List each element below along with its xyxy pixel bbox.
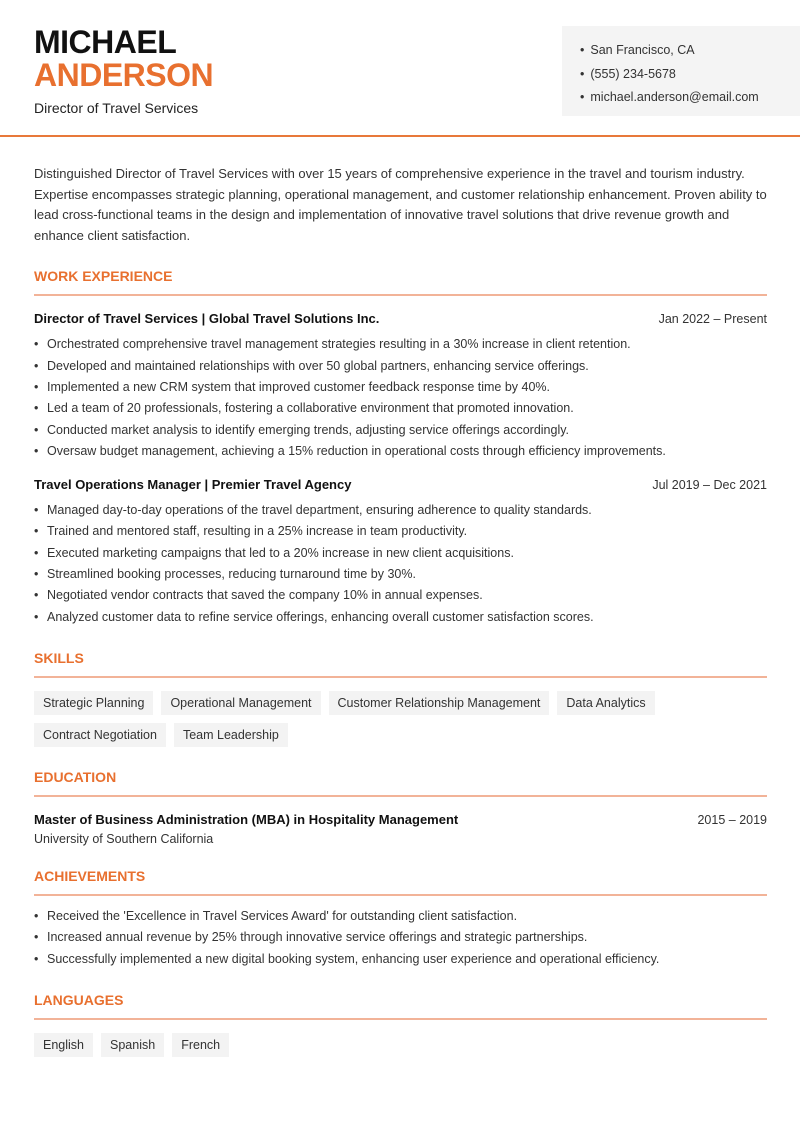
job-entry [34,310,767,462]
job-header [34,476,767,494]
section-heading-languages: LANGUAGES [34,992,767,1020]
language-tag: Spanish [101,1033,164,1057]
achievement-item: • Increased annual revenue by 25% through innovative service offerings and strategic partnerships. [34,927,767,948]
bullet-item: • Analyzed customer data to refine service offerings, enhancing overall customer satisfaction scores. [34,607,767,628]
skill-tag: Team Leadership [174,723,288,747]
skill-tag: Contract Negotiation [34,723,166,747]
skill-tag: Operational Management [161,691,320,715]
job-entry [34,476,767,628]
section-heading-work: WORK EXPERIENCE [34,268,767,296]
skill-tag: Customer Relationship Management [329,691,550,715]
bullet-item: • Conducted market analysis to identify emerging trends, adjusting service offerings accordingly. [34,420,767,441]
language-tag: French [172,1033,229,1057]
skill-tag: Data Analytics [557,691,654,715]
section-heading-education: EDUCATION [34,769,767,797]
bullet-item: • Implemented a new CRM system that improved customer feedback response time by 40%. [34,377,767,398]
section-heading-skills: SKILLS [34,650,767,678]
bullet-item: • Negotiated vendor contracts that saved the company 10% in annual expenses. [34,585,767,606]
resume-header [0,0,800,137]
bullet-item: • Led a team of 20 professionals, fostering a collaborative environment that promoted innovation. [34,398,767,419]
bullet-item: • Executed marketing campaigns that led to a 20% increase in new client acquisitions. [34,543,767,564]
bullet-item: • Oversaw budget management, achieving a 15% reduction in operational costs through efficiency improvements. [34,441,767,462]
job-date: Jul 2019 – Dec 2021 [652,478,767,493]
job-bullets [34,500,767,628]
section-heading-achievements: ACHIEVEMENTS [34,868,767,896]
job-title: Director of Travel Services [34,100,199,116]
bullet-item: • Developed and maintained relationships with over 50 global partners, enhancing service offerings. [34,356,767,377]
contact-location: • San Francisco, CA [580,39,800,63]
skill-tag: Strategic Planning [34,691,153,715]
bullet-item: • Orchestrated comprehensive travel management strategies resulting in a 30% increase in client retention. [34,334,767,355]
job-position: Director of Travel Services | Global Travel Solutions Inc. [34,311,380,327]
achievement-item: • Successfully implemented a new digital booking system, enhancing user experience and operational efficiency. [34,949,767,970]
skills-list [34,691,767,747]
school: University of Southern California [34,831,214,846]
contact-box [562,26,800,116]
contact-phone: • (555) 234-5678 [580,63,800,87]
job-date: Jan 2022 – Present [658,312,767,327]
bullet-item: • Trained and mentored staff, resulting in a 25% increase in team productivity. [34,521,767,542]
degree: Master of Business Administration (MBA) in Hospitality Management [34,811,459,827]
languages-list [34,1033,767,1057]
job-position: Travel Operations Manager | Premier Travel Agency [34,477,352,493]
bullet-item: • Managed day-to-day operations of the travel department, ensuring adherence to quality standards. [34,500,767,521]
job-header [34,310,767,328]
summary: Distinguished Director of Travel Services with over 15 years of comprehensive experience in the travel and tourism industry. Expertise encompasses strategic planning, operational management, and customer relationship enhancement. Proven ability to lead cross-functional teams in the design and implementation of innovative travel solutions that drive revenue growth and enhance client satisfaction. [34,166,767,243]
language-tag: English [34,1033,93,1057]
contact-email: • michael.anderson@email.com [580,86,800,110]
last-name: ANDERSON [34,57,214,93]
education-entry [34,811,767,846]
job-bullets [34,334,767,462]
achievements-list [34,906,767,970]
first-name: MICHAEL [34,24,177,60]
education-date: 2015 – 2019 [697,812,767,827]
achievement-item: • Received the 'Excellence in Travel Services Award' for outstanding client satisfaction. [34,906,767,927]
bullet-item: • Streamlined booking processes, reducing turnaround time by 30%. [34,564,767,585]
